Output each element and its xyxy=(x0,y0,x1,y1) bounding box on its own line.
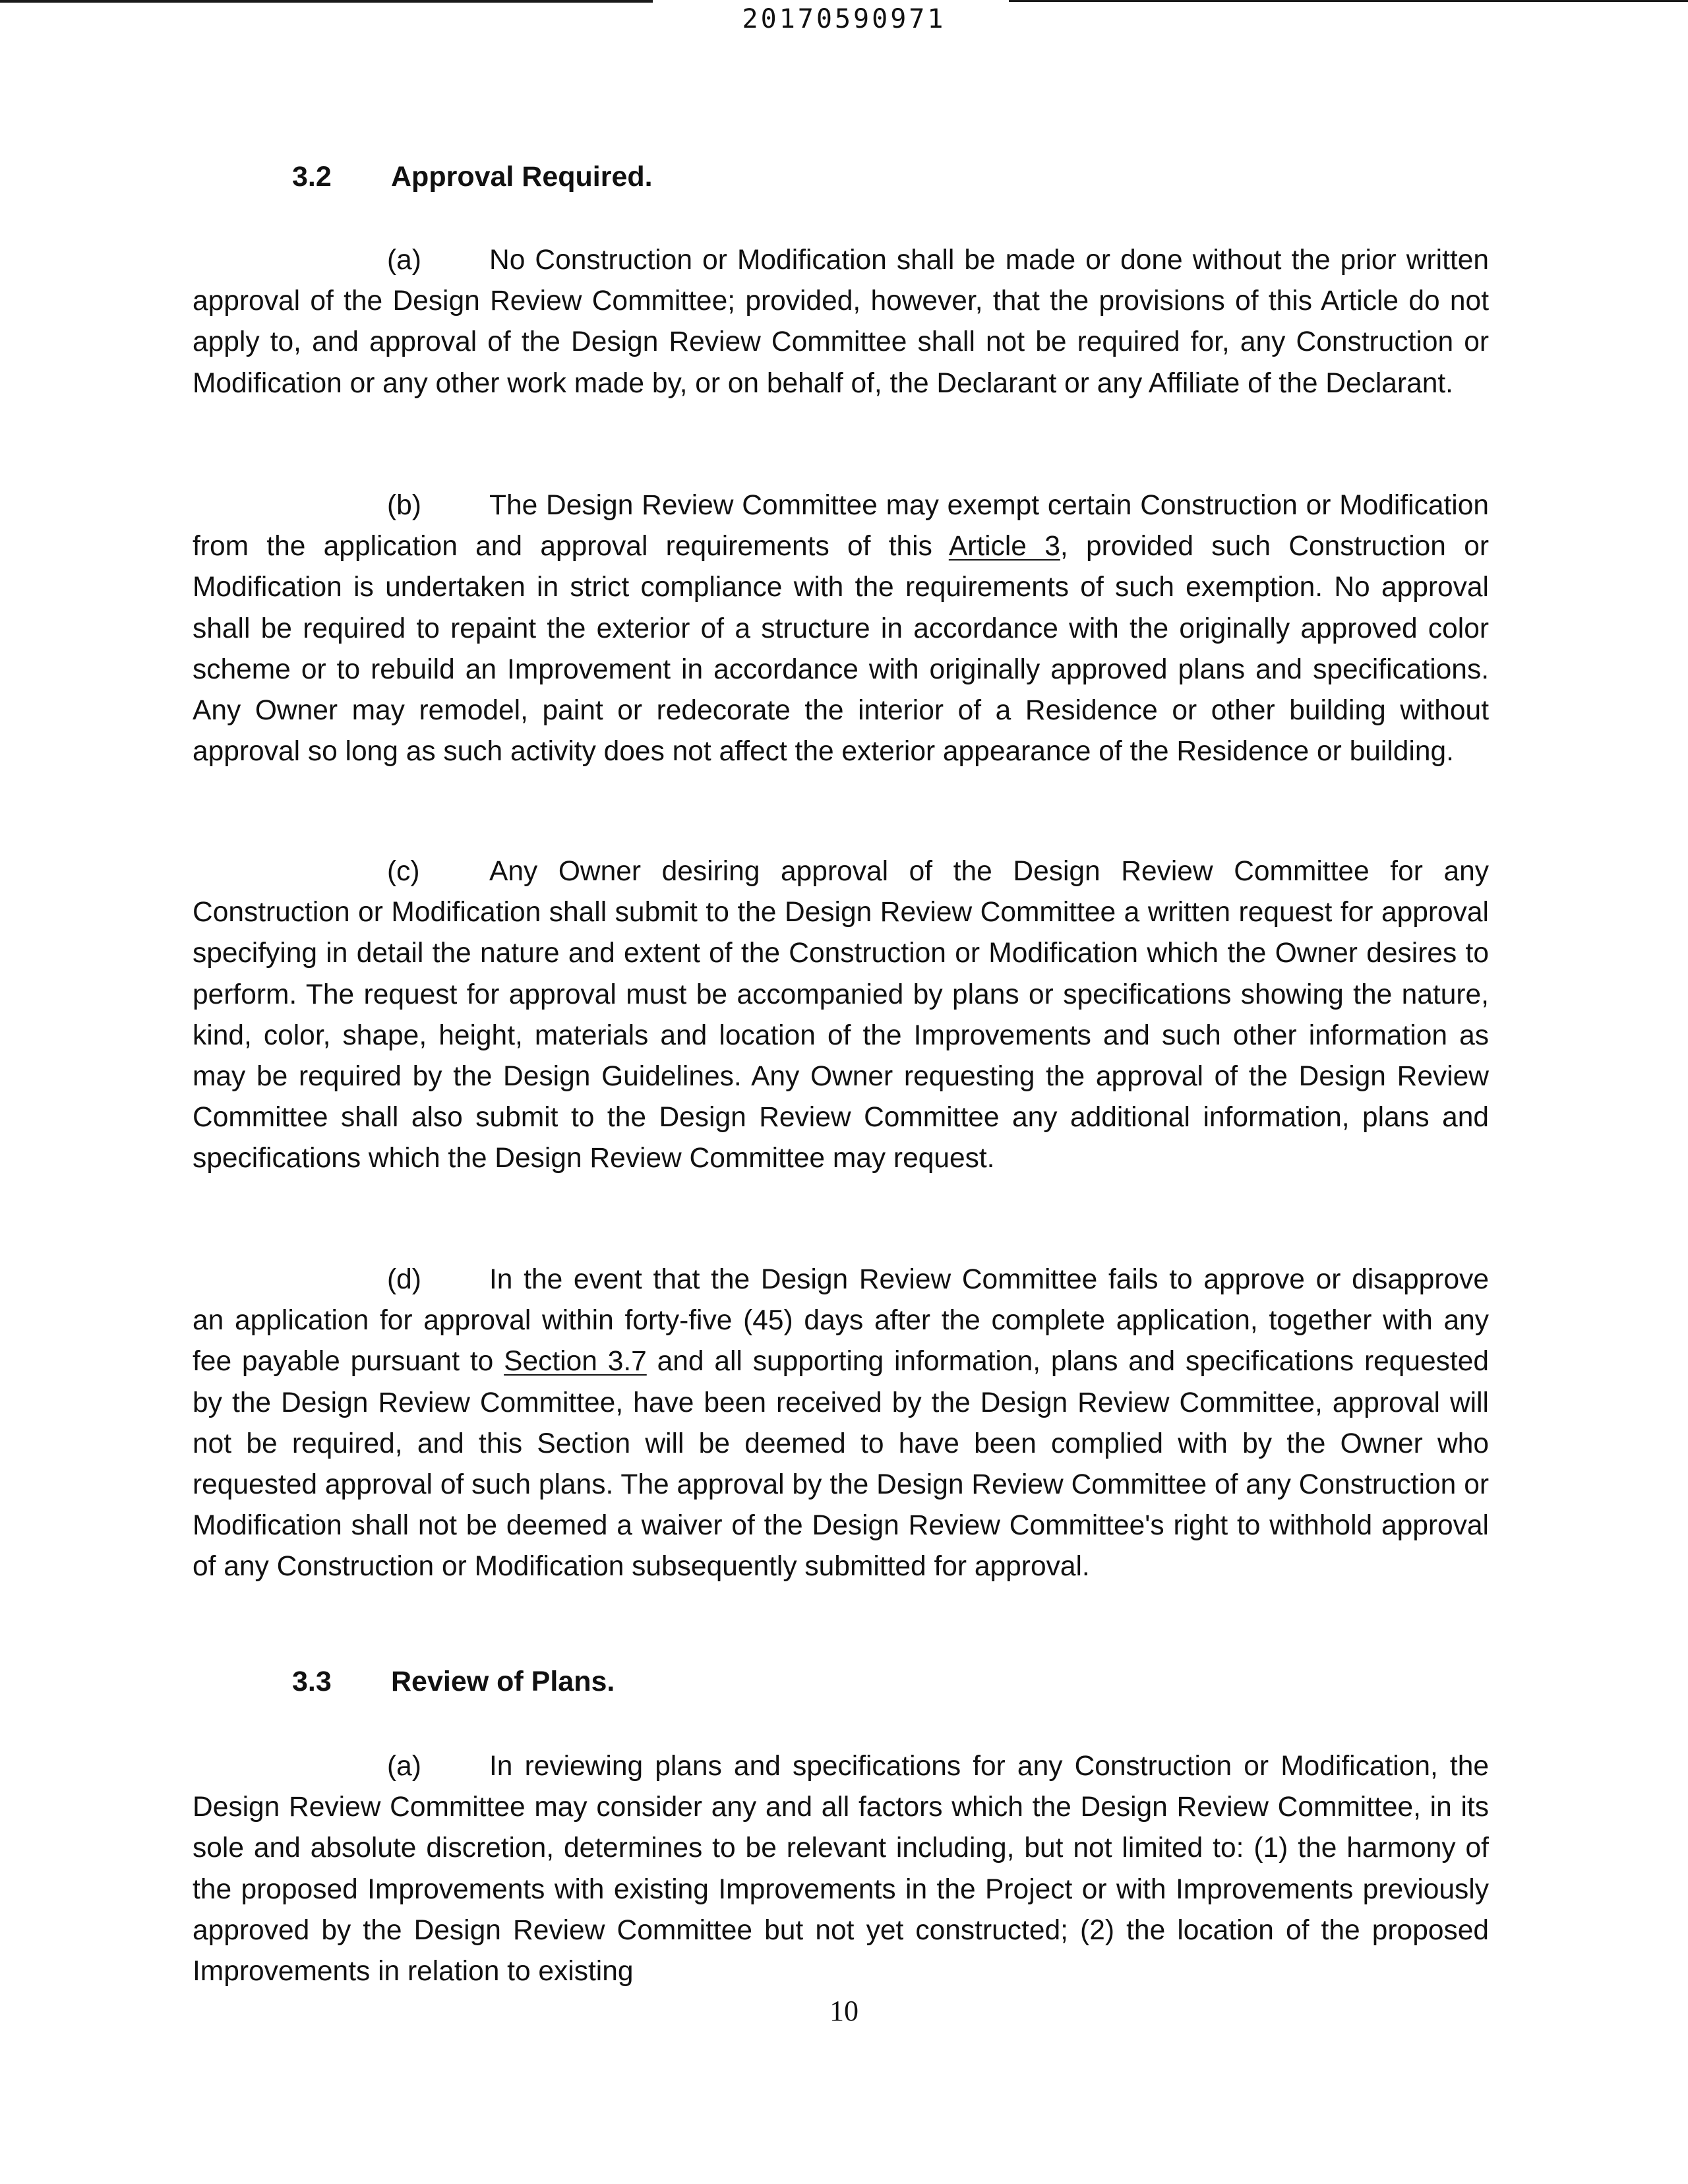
paragraph-3-2-c xyxy=(193,851,1489,1180)
paragraph-text-before-ref: In the event that the Design Review Committee fails to approve or disapprove an application for approval within forty-five (45) days after the complete application, together with any fee payable pursuant to xyxy=(193,1264,1489,1378)
paragraph-label: (d) xyxy=(387,1264,421,1295)
page-number: 10 xyxy=(829,1995,859,2027)
paragraph-label: (b) xyxy=(387,490,421,521)
paragraph-text: No Construction or Modification shall be made or done without the prior written approval of the Design Review Committee; provided, however, that the provisions of this Article do not apply to, and approval of the Design Review Committee shall not be required for, any Construction or Modification or any other work made by, or on behalf of, the Declarant or any Affiliate of the Declarant. xyxy=(193,245,1489,399)
article-3-reference: Article 3 xyxy=(948,531,1060,562)
scan-edge-right xyxy=(1009,0,1688,2)
scan-edge-left xyxy=(0,0,653,3)
section-number: 3.2 xyxy=(292,161,332,193)
paragraph-text-before-ref: The Design Review Committee may exempt certain Construction or Modification from the application and approval requirements of this xyxy=(193,490,1489,562)
paragraph-3-2-d xyxy=(193,1259,1489,1588)
paragraph-text-after-ref: and all supporting information, plans and specifications requested by the Design Review Committee, have been received by the Design Review Committee, approval will not be required, and this Section will be deemed to have been complied with by the Owner who requested approval of such plans. The approval by the Design Review Committee of any Construction or Modification shall not be deemed a waiver of the Design Review Committee's right to withhold approval of any Construction or Modification subsequently submitted for approval. xyxy=(193,1346,1490,1583)
paragraph-label: (c) xyxy=(387,856,420,887)
paragraph-text: In reviewing plans and specifications for any Construction or Modification, the Design Review Committee may consider any and all factors which the Design Review Committee, in its sole and absolute discretion, determines to be relevant including, but not limited to: (1) the harmony of the proposed Improvements with existing Improvements in the Project or with Improvements previously approved by the Design Review Committee but not yet constructed; (2) the location of the proposed Improvements in relation to existing xyxy=(193,1751,1489,1987)
paragraph-3-3-a xyxy=(193,1746,1489,1992)
paragraph-3-2-a xyxy=(193,240,1489,404)
section-heading-3-3 xyxy=(292,1666,615,1698)
document-number: 20170590971 xyxy=(742,4,946,34)
paragraph-3-2-b xyxy=(193,485,1489,772)
paragraph-label: (a) xyxy=(387,1751,421,1782)
paragraph-text: Any Owner desiring approval of the Design Review Committee for any Construction or Modification shall submit to the Design Review Committee a written request for approval specifying in detail the nature and extent of the Construction or Modification which the Owner desires to perform. The request for approval must be accompanied by plans or specifications showing the nature, kind, color, shape, height, materials and location of the Improvements and such other information as may be required by the Design Guidelines. Any Owner requesting the approval of the Design Review Committee shall also submit to the Design Review Committee any additional information, plans and specifications which the Design Review Committee may request. xyxy=(193,856,1489,1174)
section-3-7-reference: Section 3.7 xyxy=(504,1346,647,1378)
paragraph-text-after-ref: , provided such Construction or Modification is undertaken in strict compliance with the requirements of such exemption. No approval shall be required to repaint the exterior of a structure in accordance with the originally approved color scheme or to rebuild an Improvement in accordance with originally approved plans and specifications. Any Owner may remodel, paint or redecorate the interior of a Residence or other building without approval so long as such activity does not affect the exterior appearance of the Residence or building. xyxy=(193,531,1489,768)
section-title: Review of Plans. xyxy=(391,1666,615,1697)
section-title: Approval Required. xyxy=(391,161,653,193)
paragraph-label: (a) xyxy=(387,245,421,276)
section-number: 3.3 xyxy=(292,1666,332,1697)
section-heading-3-2 xyxy=(292,161,653,193)
